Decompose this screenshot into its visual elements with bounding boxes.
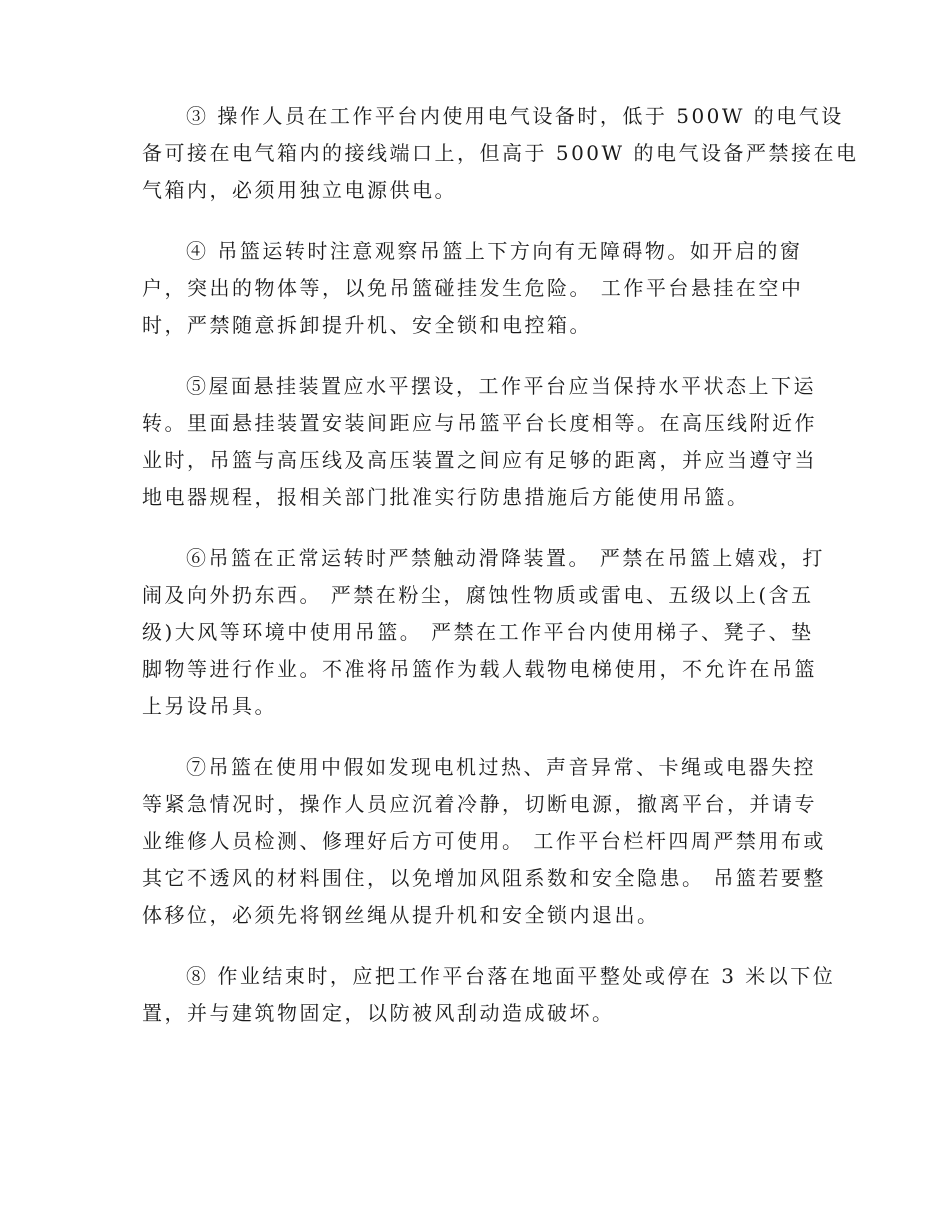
paragraph-line bbox=[142, 442, 817, 479]
paragraph-item-7 bbox=[142, 749, 826, 934]
paragraph-line bbox=[142, 98, 844, 135]
line-text: 备可接在电气箱内的接线端口上，但高于 500W 的电气设备严禁接在电 bbox=[142, 141, 859, 165]
paragraph-line bbox=[142, 307, 808, 344]
line-text: 气箱内，必须用独立电源供电。 bbox=[142, 178, 457, 202]
line-text: 等紧急情况时，操作人员应沉着冷静，切断电源，撤离平台，并请专 bbox=[142, 792, 817, 816]
paragraph-line bbox=[142, 405, 817, 442]
paragraph-item-6 bbox=[142, 540, 825, 725]
line-text: 地电器规程，报相关部门批准实行防患措施后方能使用吊篮。 bbox=[142, 485, 750, 509]
paragraph-line bbox=[142, 688, 808, 725]
paragraph-line bbox=[142, 651, 817, 688]
line-text: 置，并与建筑物固定，以防被风刮动造成破坏。 bbox=[142, 1001, 615, 1025]
line-text: ⑦吊篮在使用中假如发现电机过热、声音异常、卡绳或电器失控 bbox=[186, 755, 816, 779]
paragraph-item-5 bbox=[142, 368, 817, 516]
line-text: 户，突出的物体等，以免吊篮碰挂发生危险。 工作平台悬挂在空中 bbox=[142, 276, 804, 300]
line-text: 上另设吊具。 bbox=[142, 694, 277, 718]
paragraph-line bbox=[142, 577, 814, 614]
paragraph-line bbox=[142, 958, 836, 995]
paragraph-line bbox=[142, 749, 816, 786]
paragraph-line bbox=[142, 540, 825, 577]
document-body bbox=[142, 98, 859, 1056]
line-text: ④ 吊篮运转时注意观察吊篮上下方向有无障碍物。如开启的窗 bbox=[186, 239, 803, 263]
line-text: 转。里面悬挂装置安装间距应与吊篮平台长度相等。在高压线附近作 bbox=[142, 411, 817, 435]
paragraph-item-8 bbox=[142, 958, 836, 1032]
paragraph-line bbox=[142, 270, 808, 307]
paragraph-item-4 bbox=[142, 233, 808, 344]
paragraph-line bbox=[142, 233, 808, 270]
line-text: 其它不透风的材料围住，以免增加风阻系数和安全隐患。 吊篮若要整 bbox=[142, 866, 826, 890]
paragraph-line bbox=[142, 614, 814, 651]
paragraph-item-3 bbox=[142, 98, 859, 209]
line-text: 闹及向外扔东西。 严禁在粉尘，腐蚀性物质或雷电、五级以上(含五 bbox=[142, 583, 814, 607]
line-text: ⑧ 作业结束时，应把工作平台落在地面平整处或停在 3 米以下位 bbox=[186, 964, 836, 988]
paragraph-line bbox=[142, 172, 808, 209]
paragraph-line bbox=[142, 995, 808, 1032]
paragraph-line bbox=[142, 135, 859, 172]
line-text: 体移位，必须先将钢丝绳从提升机和安全锁内退出。 bbox=[142, 903, 660, 927]
line-text: ⑤屋面悬挂装置应水平摆设，工作平台应当保持水平状态上下运 bbox=[186, 374, 816, 398]
paragraph-line bbox=[142, 897, 808, 934]
line-text: 时，严禁随意拆卸提升机、安全锁和电控箱。 bbox=[142, 313, 592, 337]
paragraph-line bbox=[142, 823, 826, 860]
paragraph-line bbox=[142, 368, 816, 405]
line-text: 业维修人员检测、修理好后方可使用。 工作平台栏杆四周严禁用布或 bbox=[142, 829, 826, 853]
paragraph-line bbox=[142, 786, 817, 823]
line-text: ③ 操作人员在工作平台内使用电气设备时，低于 500W 的电气设 bbox=[186, 104, 844, 128]
paragraph-line bbox=[142, 860, 826, 897]
line-text: 脚物等进行作业。不准将吊篮作为载人载物电梯使用，不允许在吊篮 bbox=[142, 657, 817, 681]
line-text: ⑥吊篮在正常运转时严禁触动滑降装置。 严禁在吊篮上嬉戏，打 bbox=[186, 546, 825, 570]
paragraph-line bbox=[142, 479, 808, 516]
line-text: 级)大风等环境中使用吊篮。 严禁在工作平台内使用梯子、凳子、垫 bbox=[142, 620, 814, 644]
line-text: 业时，吊篮与高压线及高压装置之间应有足够的距离，并应当遵守当 bbox=[142, 448, 817, 472]
